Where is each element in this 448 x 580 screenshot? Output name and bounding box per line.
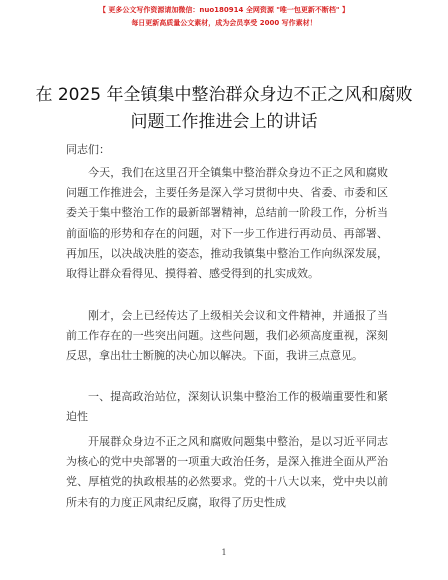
- salutation: 同志们：: [66, 143, 110, 156]
- document-title: 在 2025 年全镇集中整治群众身边不正之风和腐败问题工作推进会上的讲话: [35, 85, 413, 132]
- page-number: 1: [221, 548, 227, 557]
- paragraph-1: 今天，我们在这里召开全镇集中整治群众身边不正之风和腐败问题工作推进会，主要任务是深入学习贯彻中央、省委、市委和区委关于集中整治工作的最新部署精神，总结前一阶段工作，分析当前面临的形势和存在的问题，对下一步工作进行再动员、再部署、再加压，以决战决胜的姿态，推动我镇集中整治工作向纵深发展，取得让群众看得见、摸得着、感受得到的扎实成效。: [66, 166, 388, 281]
- paragraph-3: 开展群众身边不正之风和腐败问题集中整治，是以习近平同志为核心的党中央部署的一项重大政治任务，是深入推进全面从严治党、厚植党的执政根基的必然要求。党的十八大以来，党中央以前所未有的力度正风肃纪反腐，取得了历史性成: [66, 435, 388, 509]
- paragraph-2: 刚才，会上已经传达了上级相关会议和文件精神，并通报了当前工作存在的一些突出问题。这些问题，我们必须高度重视，深刻反思，拿出壮士断腕的决心加以解决。下面，我讲三点意见。: [66, 309, 388, 363]
- promo-line-2: 每日更新高质量公文素材，成为会员享受 2000 写作素材！: [131, 19, 317, 27]
- promo-banner: [0, 4, 448, 30]
- section-heading-1: 一、提高政治站位，深刻认识集中整治工作的极端重要性和紧迫性: [66, 390, 388, 424]
- promo-line-1: 【 更多公文写作资源请加微信：nuo180914 全网资源 "唯一包更新不断档" 】: [98, 6, 350, 14]
